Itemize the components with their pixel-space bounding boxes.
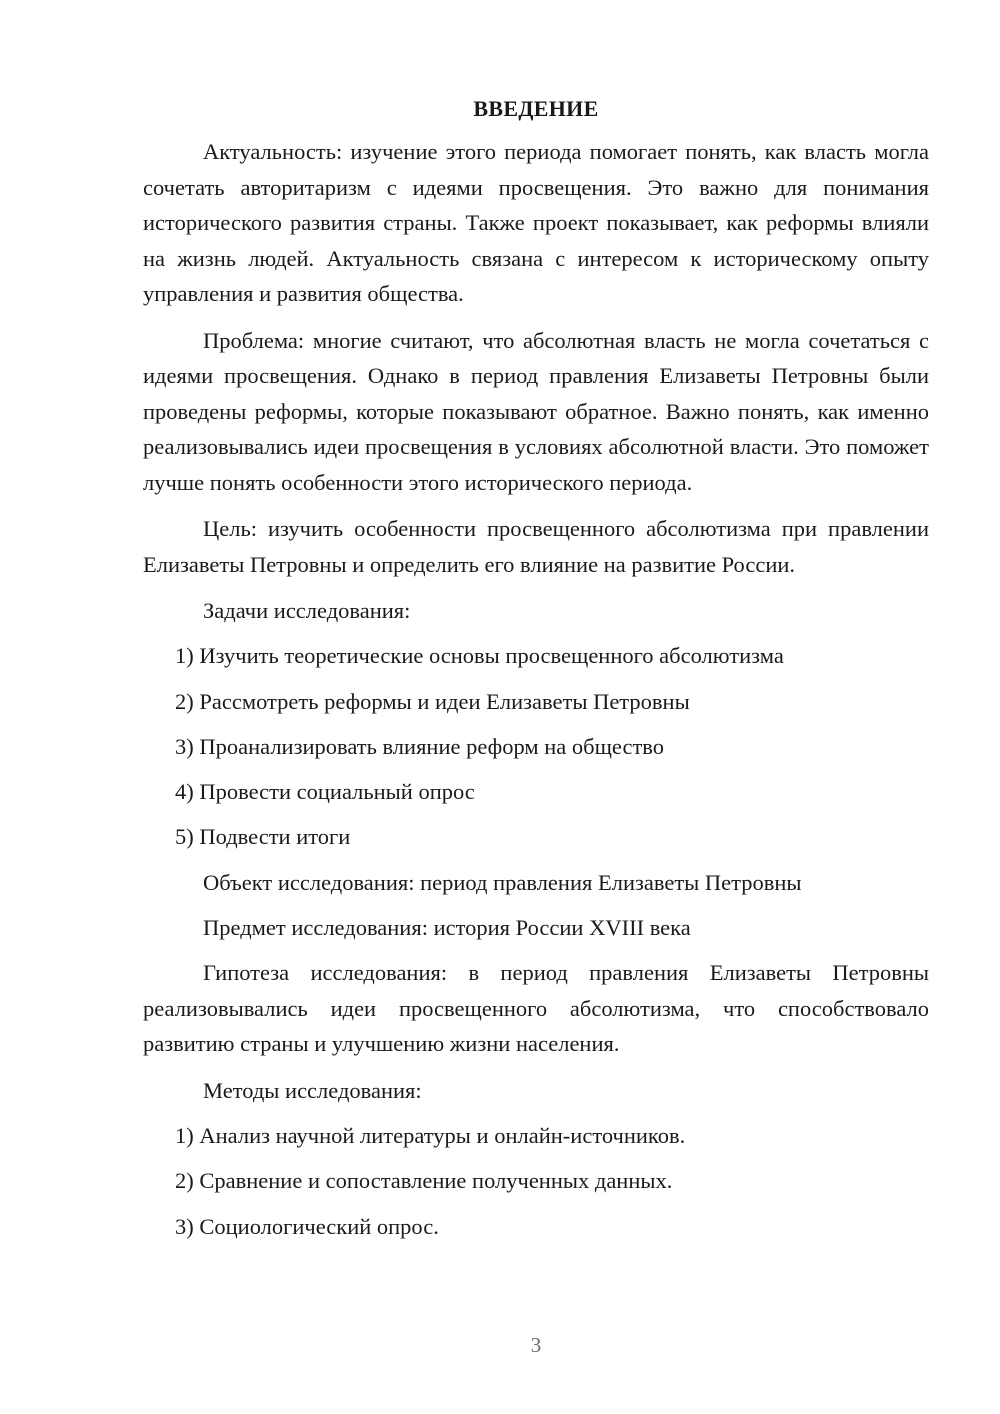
document-page bbox=[143, 94, 929, 1254]
task-item: 3) Проанализировать влияние реформ на общество bbox=[175, 733, 664, 759]
spacer bbox=[143, 582, 929, 593]
method-item: 2) Сравнение и сопоставление полученных данных. bbox=[175, 1168, 673, 1194]
method-item: 3) Социологический опрос. bbox=[175, 1213, 439, 1239]
spacer bbox=[143, 500, 929, 511]
research-object: Объект исследования: период правления Елизаветы Петровны bbox=[203, 869, 802, 895]
hypothesis-paragraph: Гипотеза исследования: в период правления Елизаветы Петровны реализовывались идеи просвещенного абсолютизма, что способствовало развитию страны и улучшению жизни населения. bbox=[143, 960, 929, 1057]
relevance-paragraph: Актуальность: изучение этого периода помогает понять, как власть могла сочетать авторитаризм с идеями просвещения. Это важно для понимания исторического развития страны. Также проект показывает, как реформы влияли на жизнь людей. Актуальность связана с интересом к историческому опыту управления и развития общества. bbox=[143, 139, 929, 306]
problem-paragraph: Проблема: многие считают, что абсолютная власть не могла сочетаться с идеями просвещения. Однако в период правления Елизаветы Петровны были проведены реформы, которые показывают обратное. Важно понять, как именно реализовывались идеи просвещения в условиях абсолютной власти. Это поможет лучше понять особенности этого исторического периода. bbox=[143, 327, 929, 495]
methods-heading: Методы исследования: bbox=[203, 1077, 422, 1103]
task-item: 2) Рассмотреть реформы и идеи Елизаветы Петровны bbox=[175, 688, 690, 714]
page-title: ВВЕДЕНИЕ bbox=[473, 96, 599, 121]
task-item: 4) Провести социальный опрос bbox=[175, 779, 475, 805]
research-subject: Предмет исследования: история России XVIII века bbox=[203, 915, 691, 941]
task-item: 5) Подвести итоги bbox=[175, 824, 351, 850]
page-number: 3 bbox=[530, 1333, 542, 1357]
tasks-heading: Задачи исследования: bbox=[203, 598, 411, 623]
goal-paragraph: Цель: изучить особенности просвещенного абсолютизма при правлении Елизаветы Петровны и определить его влияние на развитие России. bbox=[143, 516, 929, 577]
spacer bbox=[143, 312, 929, 323]
task-item: 1) Изучить теоретические основы просвещенного абсолютизма bbox=[175, 643, 784, 669]
spacer bbox=[143, 1062, 929, 1073]
method-item: 1) Анализ научной литературы и онлайн-источников. bbox=[175, 1123, 686, 1149]
